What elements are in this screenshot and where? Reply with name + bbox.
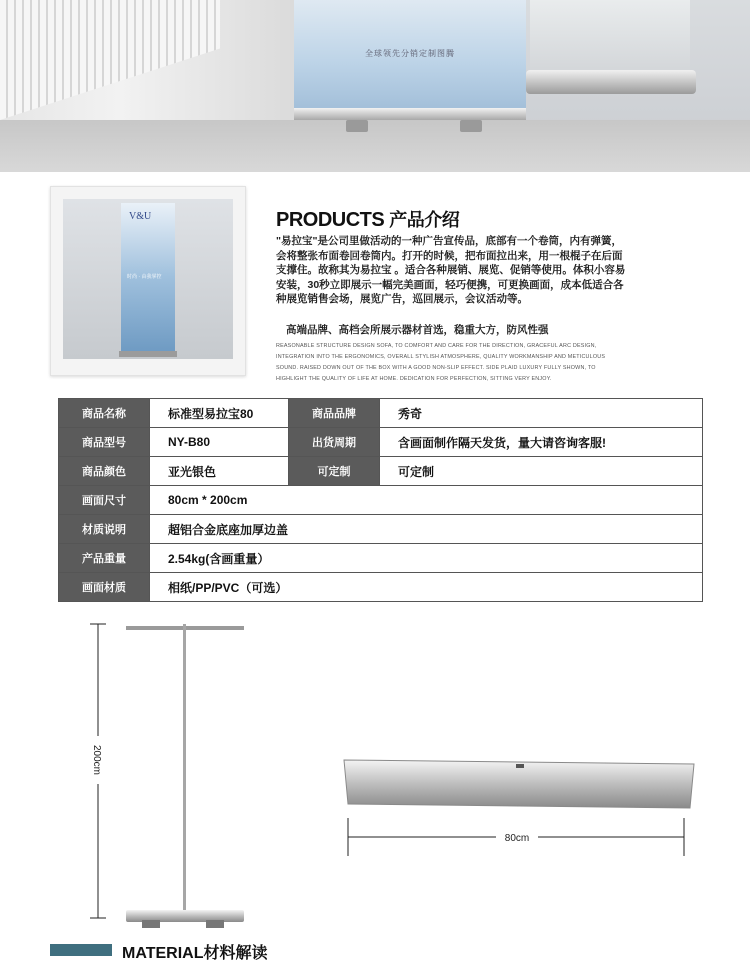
- spec-label: 画面材质: [59, 573, 150, 602]
- spec-value: 可定制: [380, 457, 703, 486]
- hero-foot-right: [460, 120, 482, 132]
- spec-label: 商品颜色: [59, 457, 150, 486]
- spec-table: [58, 398, 703, 602]
- table-row: [59, 399, 703, 428]
- rollup-banner-text: 时尚 · 由我掌控: [127, 274, 162, 280]
- spec-value: 含画面制作隔天发货，量大请咨询客服!: [380, 428, 703, 457]
- product-english-description: REASONABLE STRUCTURE DESIGN SOFA, TO COMFORT AND CARE FOR THE DIRECTION, GRACEFUL ARC DESIGN, INTEGRATION INTO THE ERGONOMICS, OVERALL STYLISH ATMOSPHERE, QUALITY WORKMANSHIP AND METICULOUS SOUND. RAISED DOWN OUT OF THE BOX WITH A GOOD NON-SLIP EFFECT. SIDE PLAID LUXURY FULLY SHOWN, TO HIGHLIGHT THE QUALITY OF LIFE AT HOME. DEDICATION FOR PERFECTION, SITTING VERY ENJOY.: [276, 343, 606, 382]
- hero-second-stand-base: [526, 70, 696, 94]
- table-row: [59, 515, 703, 544]
- table-row: [59, 457, 703, 486]
- spec-value: 超铝合金底座加厚边盖: [150, 515, 703, 544]
- hero-floor: [0, 120, 750, 172]
- table-row: [59, 544, 703, 573]
- spec-label: 商品名称: [59, 399, 150, 428]
- spec-value: 标准型易拉宝80: [150, 399, 289, 428]
- hero-foot-left: [346, 120, 368, 132]
- base-illustration: [344, 760, 694, 808]
- products-heading-cn: 产品介绍: [389, 210, 460, 230]
- spec-value: 亚光银色: [150, 457, 289, 486]
- hero-banner: [294, 0, 526, 116]
- product-description: "易拉宝"是公司里做活动的一种广告宣传品，底部有一个卷筒，内有弹簧，会将整张布面卷回卷筒内。打开的时候，把布面拉出来，用一根棍子在后面支撑住。故称其为易拉宝 。适合各种展销、展览、促销等使用。体积小容易安装，30秒立即展示一幅完美画面，轻巧便携，可更换画面，成本低适合各种展览销售会场，展览广告，巡回展示，会议活动等。: [276, 235, 626, 305]
- spec-value: 2.54kg(含画重量）: [150, 544, 703, 573]
- hero-banner-text: 全球领先分销定制图腾: [365, 49, 455, 58]
- products-heading: [276, 206, 459, 232]
- product-thumbnail: [50, 186, 246, 376]
- table-row: [59, 573, 703, 602]
- spec-label: 产品重量: [59, 544, 150, 573]
- hero-second-panel: [530, 0, 690, 72]
- table-row: [59, 428, 703, 457]
- rollup-base: [119, 351, 177, 357]
- spec-label: 可定制: [289, 457, 380, 486]
- hero-banner-base: [294, 108, 526, 120]
- spec-label: 材质说明: [59, 515, 150, 544]
- hero-photo: [0, 0, 750, 172]
- spec-label: 商品型号: [59, 428, 150, 457]
- product-highlight: 高端品牌、高档会所展示器材首选，稳重大方，防风性强: [286, 324, 549, 336]
- width-label: 80cm: [504, 833, 530, 844]
- spec-value: NY-B80: [150, 428, 289, 457]
- spec-value: 相纸/PP/PVC（可选）: [150, 573, 703, 602]
- material-bar: [50, 944, 112, 956]
- table-row: [59, 486, 703, 515]
- spec-label: 画面尺寸: [59, 486, 150, 515]
- spec-label: 出货周期: [289, 428, 380, 457]
- height-dimension: [90, 624, 106, 918]
- spec-value: 80cm * 200cm: [150, 486, 703, 515]
- rollup-banner-image: [121, 203, 175, 351]
- spec-value: 秀奇: [380, 399, 703, 428]
- spec-label: 商品品牌: [289, 399, 380, 428]
- brand-logo: V&U: [129, 211, 152, 222]
- material-heading: MATERIAL材料解读: [122, 945, 268, 962]
- width-dimension: [348, 818, 684, 856]
- height-label: 200cm: [91, 744, 102, 776]
- products-heading-en: PRODUCTS: [276, 209, 385, 231]
- dimension-diagram: [0, 612, 750, 952]
- stand-illustration: [126, 624, 244, 928]
